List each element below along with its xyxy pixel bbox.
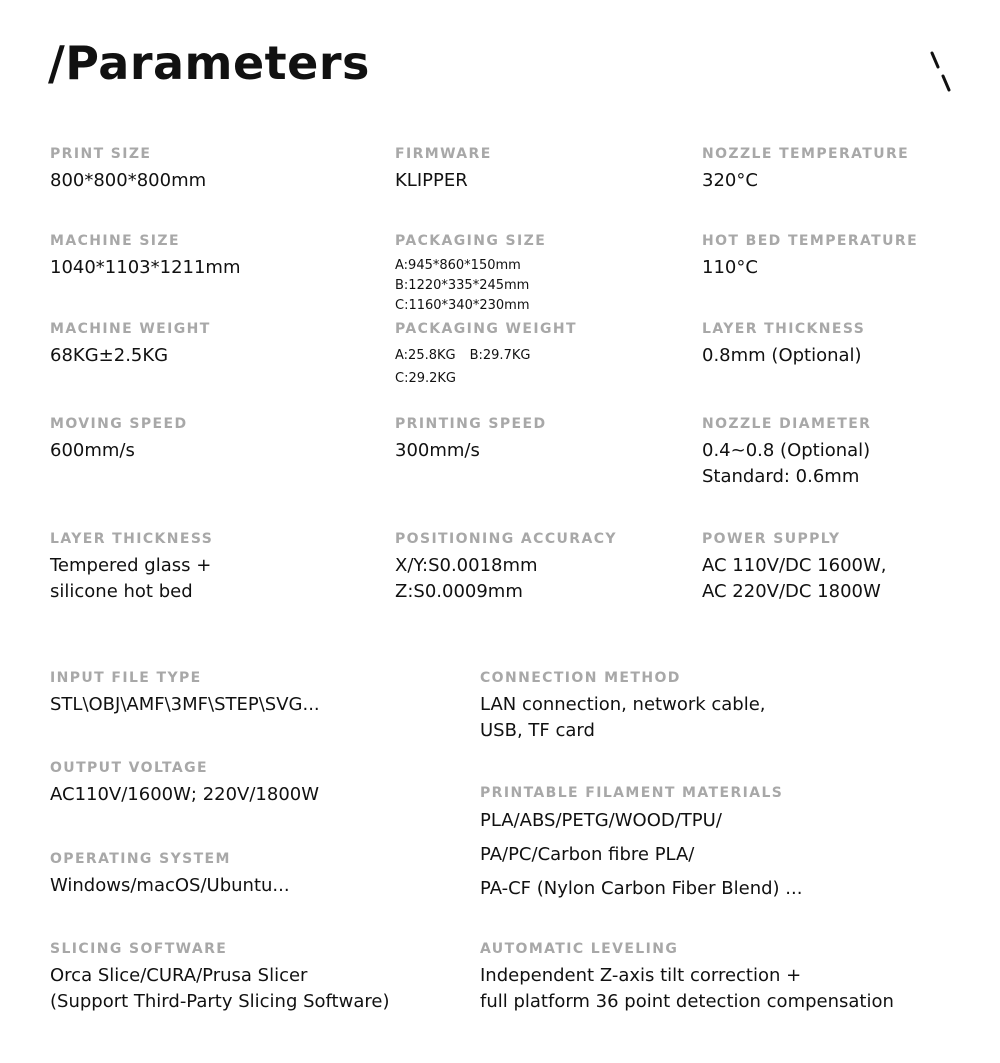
spec-value-a: A:25.8KG xyxy=(395,348,456,363)
spec-label: MACHINE WEIGHT xyxy=(50,321,211,337)
spec-connection-method xyxy=(480,669,766,744)
spec-operating-system xyxy=(50,850,290,899)
spec-positioning-accuracy xyxy=(395,530,617,605)
spec-label: OPERATING SYSTEM xyxy=(50,851,231,867)
spec-value-line: LAN connection, network cable, xyxy=(480,694,766,715)
spec-value-line: Independent Z-axis tilt correction + xyxy=(480,965,802,986)
spec-moving-speed xyxy=(50,415,187,464)
spec-label: SLICING SOFTWARE xyxy=(50,941,228,957)
spec-value: STL\OBJ\AMF\3MF\STEP\SVG... xyxy=(50,694,320,715)
spec-value-line: Z:S0.0009mm xyxy=(395,581,523,602)
spec-label: PRINT SIZE xyxy=(50,146,152,162)
spec-label: LAYER THICKNESS xyxy=(702,321,866,337)
spec-label: PACKAGING SIZE xyxy=(395,233,547,249)
spec-value-line: (Support Third-Party Slicing Software) xyxy=(50,991,390,1012)
spec-label: FIRMWARE xyxy=(395,146,492,162)
spec-value: 800*800*800mm xyxy=(50,170,207,191)
spec-label: NOZZLE DIAMETER xyxy=(702,416,872,432)
spec-label: PRINTING SPEED xyxy=(395,416,547,432)
spec-value-line: Orca Slice/CURA/Prusa Slicer xyxy=(50,965,308,986)
spec-value-line: USB, TF card xyxy=(480,720,595,741)
spec-value: 600mm/s xyxy=(50,440,135,461)
spec-value-line: Standard: 0.6mm xyxy=(702,466,860,487)
spec-value-line: B:1220*335*245mm xyxy=(395,278,530,293)
spec-label: POWER SUPPLY xyxy=(702,531,841,547)
spec-nozzle-temperature xyxy=(702,145,909,194)
spec-label: CONNECTION METHOD xyxy=(480,670,681,686)
spec-value-line: A:945*860*150mm xyxy=(395,258,521,273)
spec-packaging-size xyxy=(395,232,546,316)
spec-value: 320°C xyxy=(702,170,758,191)
spec-value: 1040*1103*1211mm xyxy=(50,257,241,278)
spec-machine-size xyxy=(50,232,241,281)
spec-value: 300mm/s xyxy=(395,440,480,461)
spec-value: KLIPPER xyxy=(395,170,468,191)
spec-printing-speed xyxy=(395,415,547,464)
spec-slicing-software xyxy=(50,940,389,1015)
spec-value-b: B:29.7KG xyxy=(469,348,531,363)
spec-firmware xyxy=(395,145,492,194)
spec-value-line: C:1160*340*230mm xyxy=(395,298,530,313)
spec-value-line: full platform 36 point detection compensation xyxy=(480,991,894,1012)
spec-value: 110°C xyxy=(702,257,758,278)
spec-label: AUTOMATIC LEVELING xyxy=(480,941,679,957)
spec-label: PACKAGING WEIGHT xyxy=(395,321,577,337)
spec-print-size xyxy=(50,145,206,194)
spec-value-line: PA/PC/Carbon fibre PLA/ xyxy=(480,844,695,865)
spec-value: AC110V/1600W; 220V/1800W xyxy=(50,784,320,805)
spec-packaging-weight xyxy=(395,320,577,390)
spec-nozzle-diameter xyxy=(702,415,871,490)
spec-filament-materials xyxy=(480,784,802,906)
slash-marks-icon xyxy=(926,50,954,94)
spec-value-line: silicone hot bed xyxy=(50,581,193,602)
spec-value-line: Tempered glass + xyxy=(50,555,212,576)
spec-input-file-type xyxy=(50,669,320,718)
spec-automatic-leveling xyxy=(480,940,894,1015)
spec-value-line: AC 220V/DC 1800W xyxy=(702,581,881,602)
spec-label: LAYER THICKNESS xyxy=(50,531,214,547)
spec-output-voltage xyxy=(50,759,319,808)
spec-label: HOT BED TEMPERATURE xyxy=(702,233,919,249)
spec-label: NOZZLE TEMPERATURE xyxy=(702,146,910,162)
spec-value: 68KG±2.5KG xyxy=(50,345,169,366)
spec-value-line: PA-CF (Nylon Carbon Fiber Blend) ... xyxy=(480,878,803,899)
spec-value: 0.8mm (Optional) xyxy=(702,345,862,366)
page-title: /Parameters xyxy=(48,36,370,90)
spec-bed-type xyxy=(50,530,213,605)
spec-label: POSITIONING ACCURACY xyxy=(395,531,617,547)
spec-machine-weight xyxy=(50,320,211,369)
spec-value-line: X/Y:S0.0018mm xyxy=(395,555,538,576)
spec-value-line: 0.4~0.8 (Optional) xyxy=(702,440,871,461)
spec-hot-bed-temperature xyxy=(702,232,918,281)
spec-label: OUTPUT VOLTAGE xyxy=(50,760,208,776)
spec-layer-thickness xyxy=(702,320,865,369)
spec-label: MACHINE SIZE xyxy=(50,233,180,249)
spec-value-c: C:29.2KG xyxy=(395,371,457,386)
spec-value-line: AC 110V/DC 1600W, xyxy=(702,555,887,576)
spec-label: INPUT FILE TYPE xyxy=(50,670,202,686)
spec-label: PRINTABLE FILAMENT MATERIALS xyxy=(480,785,784,801)
spec-value-line: PLA/ABS/PETG/WOOD/TPU/ xyxy=(480,810,722,831)
spec-power-supply xyxy=(702,530,887,605)
spec-label: MOVING SPEED xyxy=(50,416,188,432)
spec-value: Windows/macOS/Ubuntu... xyxy=(50,875,290,896)
